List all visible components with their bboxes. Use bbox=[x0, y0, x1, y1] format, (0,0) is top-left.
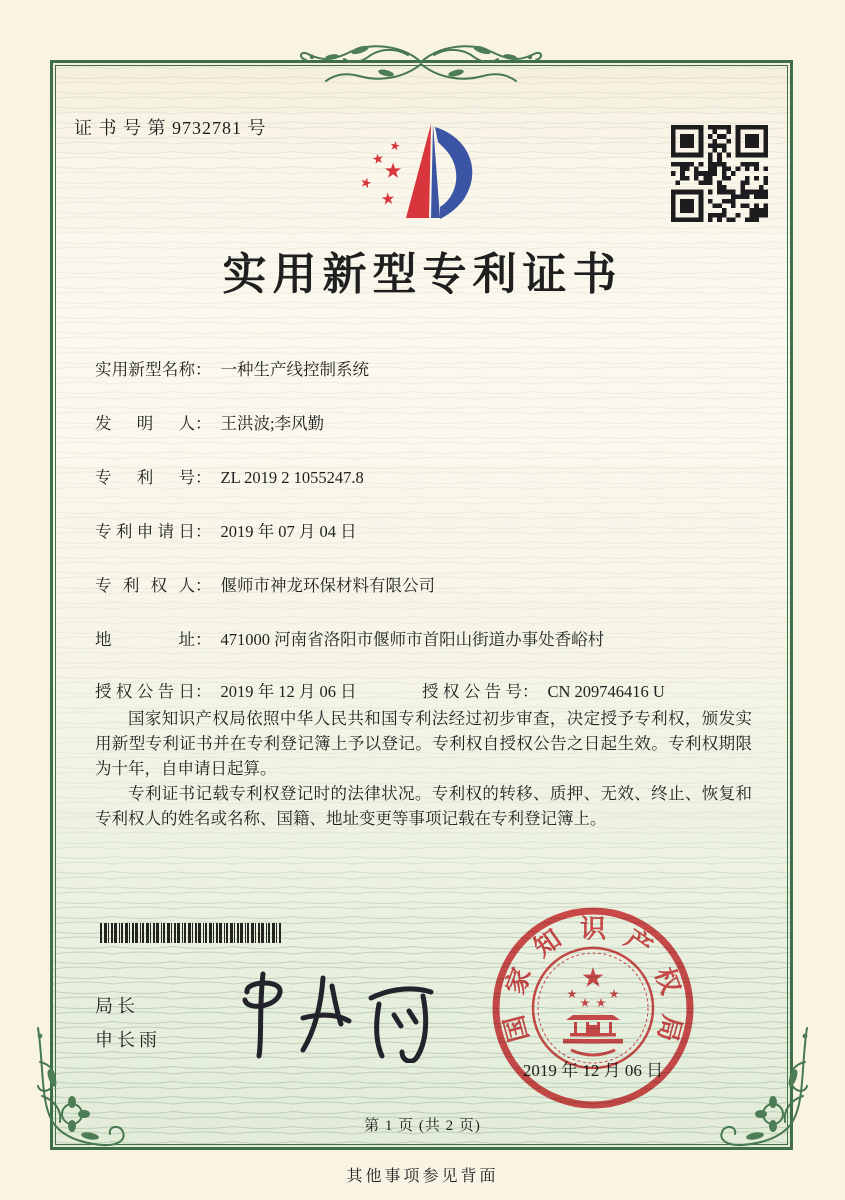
top-flourish-icon bbox=[298, 37, 544, 87]
field-row-patent-no bbox=[95, 464, 364, 488]
seal-date: 2019 年 12 月 06 日 bbox=[522, 1061, 664, 1080]
field-value: 偃师市神龙环保材料有限公司 bbox=[220, 576, 435, 595]
grant-no-label: 授权公告号 bbox=[422, 682, 522, 701]
svg-text:局: 局 bbox=[651, 1012, 687, 1045]
svg-text:产: 产 bbox=[619, 923, 658, 963]
field-value: 2019 年 07 月 04 日 bbox=[220, 522, 357, 541]
back-note: 其他事项参见背面 bbox=[346, 1168, 499, 1185]
body-paragraph-2: 专利证书记载专利权登记时的法律状况。专利权的转移、质押、无效、终止、恢复和专利权人的姓名或名称、国籍、地址变更等事项记载在专利登记簿上。 bbox=[95, 784, 752, 828]
qr-code bbox=[671, 125, 768, 222]
field-label: 专利号 bbox=[95, 468, 195, 487]
grant-date-label: 授权公告日 bbox=[95, 682, 195, 701]
signer-name: 申长雨 bbox=[95, 1030, 161, 1050]
field-label: 专利权人 bbox=[95, 576, 195, 595]
svg-text:知: 知 bbox=[528, 923, 567, 963]
field-label: 专利申请日 bbox=[95, 522, 195, 541]
field-row-name bbox=[95, 356, 369, 380]
field-row-patentee bbox=[95, 572, 435, 596]
field-label: 实用新型名称 bbox=[95, 360, 195, 379]
field-value: ZL 2019 2 1055247.8 bbox=[220, 468, 364, 487]
field-colon: ： bbox=[195, 630, 212, 649]
field-colon: ： bbox=[195, 360, 212, 379]
field-colon: ： bbox=[195, 414, 212, 433]
svg-text:家: 家 bbox=[500, 963, 537, 999]
field-row-inventor bbox=[95, 410, 324, 434]
field-row-grant bbox=[95, 678, 665, 702]
grant-no-value: CN 209746416 U bbox=[547, 682, 665, 701]
legal-text-block bbox=[95, 706, 752, 831]
field-row-filing-date bbox=[95, 518, 357, 542]
field-label: 发明人 bbox=[95, 414, 195, 433]
field-row-address bbox=[95, 626, 604, 650]
official-seal-icon bbox=[489, 904, 697, 1112]
grant-no-group bbox=[422, 678, 665, 702]
barcode bbox=[100, 923, 318, 943]
field-colon: ： bbox=[522, 682, 539, 701]
grant-date-value: 2019 年 12 月 06 日 bbox=[220, 682, 357, 701]
field-value: 471000 河南省洛阳市偃师市首阳山街道办事处香峪村 bbox=[220, 630, 605, 649]
field-value: 一种生产线控制系统 bbox=[220, 360, 369, 379]
field-label: 地址 bbox=[95, 630, 195, 649]
field-colon: ： bbox=[195, 576, 212, 595]
signer-title: 局长 bbox=[95, 996, 139, 1016]
certificate-number: 证 书 号 第 9732781 号 bbox=[74, 118, 267, 138]
field-value: 王洪波;李风勤 bbox=[220, 414, 325, 433]
field-colon: ： bbox=[195, 682, 212, 701]
page-indicator: 第 1 页 (共 2 页) bbox=[364, 1118, 481, 1134]
certificate-title: 实用新型专利证书 bbox=[222, 250, 623, 299]
signature-handwriting bbox=[235, 958, 440, 1063]
body-paragraph-1: 国家知识产权局依照中华人民共和国专利法经过初步审查，决定授予专利权，颁发实用新型专利证书并在专利登记簿上予以登记。专利权自授权公告之日起生效。专利权期限为十年，自申请日起算。 bbox=[95, 709, 752, 778]
svg-text:识: 识 bbox=[579, 914, 607, 944]
field-colon: ： bbox=[195, 522, 212, 541]
cnipa-logo-icon bbox=[360, 118, 500, 226]
field-colon: ： bbox=[195, 468, 212, 487]
svg-text:权: 权 bbox=[649, 963, 686, 999]
svg-text:国: 国 bbox=[499, 1012, 535, 1045]
